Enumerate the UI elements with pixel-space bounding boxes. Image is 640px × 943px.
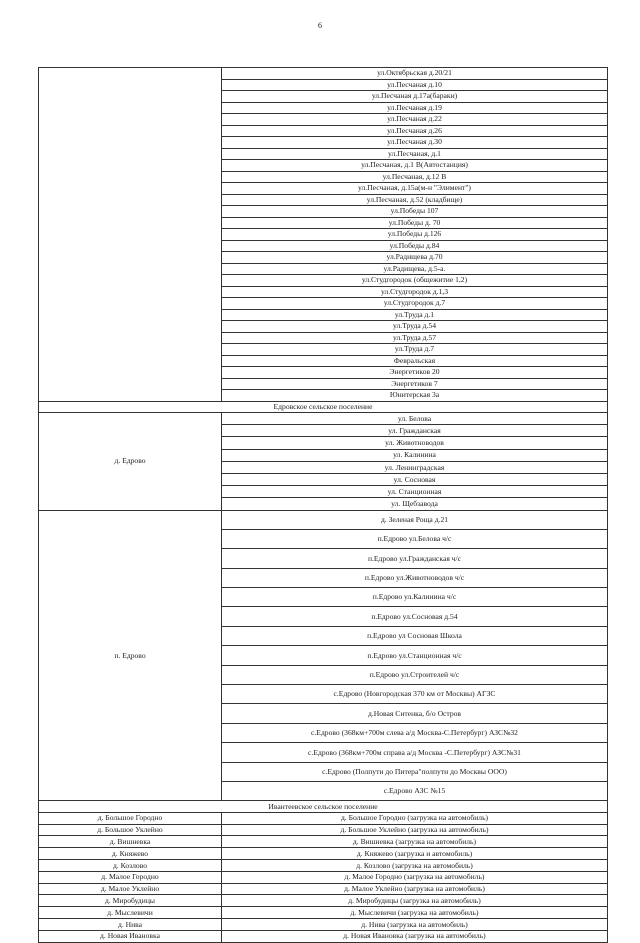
address-cell: ул. Животноводов — [222, 437, 608, 449]
address-cell: ул.Студгородок д.1,3 — [222, 286, 608, 298]
table-row — [39, 510, 608, 529]
address-cell: п.Едрово ул.Сосновая д.54 — [222, 607, 608, 626]
address-cell: ул.Радищева, д.5-а. — [222, 263, 608, 275]
address-cell: ул. Станционная — [222, 486, 608, 498]
address-cell: д. Козлово (загрузка на автомобиль) — [222, 860, 608, 872]
address-cell: д. Большое Уклейно (загрузка на автомобиль) — [222, 824, 608, 836]
address-cell: ул.Победы д. 70 — [222, 217, 608, 229]
locality-name: д. Миробудицы — [39, 895, 222, 907]
address-cell: д. Малое Уклейно (загрузка на автомобиль) — [222, 883, 608, 895]
address-cell: д. Вишневка (загрузка на автомобиль) — [222, 836, 608, 848]
address-cell: ул.Песчаная, д.12 В — [222, 171, 608, 183]
address-cell: п.Едрово ул.Строителей ч/с — [222, 665, 608, 684]
table-row — [39, 68, 608, 80]
address-cell: ул.Песчаная д.26 — [222, 125, 608, 137]
address-table — [38, 67, 608, 943]
address-cell: ул.Песчаная д.30 — [222, 137, 608, 149]
section-header-row — [39, 401, 608, 413]
address-cell: Энергетиков 7 — [222, 378, 608, 390]
address-cell: ул.Победы 107 — [222, 206, 608, 218]
address-cell: Юнитерская 3а — [222, 390, 608, 402]
address-cell: п.Едрово ул.Станционная ч/с — [222, 646, 608, 665]
address-cell: д. Новая Ивановка (загрузка на автомобиль) — [222, 930, 608, 942]
address-cell: Энергетиков 20 — [222, 367, 608, 379]
locality-name: д. Малое Уклейно — [39, 883, 222, 895]
table-row — [39, 812, 608, 824]
locality-name: д. Мыслевичи — [39, 907, 222, 919]
locality-name: д. Большое Уклейно — [39, 824, 222, 836]
table-row — [39, 848, 608, 860]
table-row — [39, 836, 608, 848]
address-cell: д. Мыслевичи (загрузка на автомобиль) — [222, 907, 608, 919]
address-cell: ул. Щебзавода — [222, 498, 608, 510]
address-cell: д.Новая Ситенка, б/о Остров — [222, 704, 608, 723]
address-cell: ул.Студгородок (общежитие 1,2) — [222, 275, 608, 287]
address-cell: ул.Труда д.57 — [222, 332, 608, 344]
address-cell: с.Едрово (Полпути до Питера"полпути до Москвы ООО) — [222, 762, 608, 781]
address-cell: ул. Белова — [222, 413, 608, 425]
address-cell: д. Нива (загрузка на автомобиль) — [222, 919, 608, 931]
address-cell: ул.Песчаная д.19 — [222, 102, 608, 114]
address-cell: ул. Калинина — [222, 449, 608, 461]
address-cell: с.Едрово (368км+700м справа а/д Москва -С.Петербург) АЗС№31 — [222, 743, 608, 762]
table-row — [39, 883, 608, 895]
locality-name: д. Большое Городно — [39, 812, 222, 824]
locality-name: д. Малое Городно — [39, 871, 222, 883]
address-cell: п.Едрово ул.Гражданская ч/с — [222, 549, 608, 568]
address-cell: ул.Песчаная д.17а(бараки) — [222, 91, 608, 103]
address-cell: ул.Труда д.54 — [222, 321, 608, 333]
locality-name: п. Едрово — [39, 510, 222, 801]
table-row — [39, 930, 608, 942]
address-cell: д. Малое Городно (загрузка на автомобиль) — [222, 871, 608, 883]
address-cell: п.Едрово ул.Калинина ч/с — [222, 588, 608, 607]
address-cell: ул. Гражданская — [222, 425, 608, 437]
address-cell: ул.Октябрьская д.20/21 — [222, 68, 608, 80]
locality-name: д. Нива — [39, 919, 222, 931]
address-cell: д. Миробудицы (загрузка на автомобиль) — [222, 895, 608, 907]
address-cell: ул. Сосновая — [222, 473, 608, 485]
address-cell: ул.Труда д.1 — [222, 309, 608, 321]
address-cell: ул. Ленинградская — [222, 461, 608, 473]
address-cell: п.Едрово ул.Белова ч/с — [222, 529, 608, 548]
address-cell: д. Княжево (загрузка и автомобиль) — [222, 848, 608, 860]
address-cell: с.Едрово (Новгородская 370 км от Москвы) АГЗС — [222, 685, 608, 704]
locality-name: д. Новая Ивановка — [39, 930, 222, 942]
empty-cell — [39, 68, 222, 402]
address-cell: с.Едрово (368км+700м слева а/д Москва-С.Петербург) АЗС№32 — [222, 723, 608, 742]
table-row — [39, 413, 608, 425]
address-cell: ул.Радищева д.70 — [222, 252, 608, 264]
address-cell: ул.Победы д.84 — [222, 240, 608, 252]
table-row — [39, 907, 608, 919]
address-cell: п.Едрово ул.Животноводов ч/с — [222, 568, 608, 587]
address-cell: с.Едрово АЗС №15 — [222, 781, 608, 800]
locality-name: д. Княжево — [39, 848, 222, 860]
address-cell: ул.Труда д.7 — [222, 344, 608, 356]
address-cell: ул.Песчаная, д.15а(м-н "Элимент") — [222, 183, 608, 195]
section-title: Ивантеевское сельское поселение — [39, 801, 608, 813]
address-cell: д. Большое Городно (загрузка на автомобиль) — [222, 812, 608, 824]
address-cell: ул.Песчаная д.10 — [222, 79, 608, 91]
address-cell: Февральская — [222, 355, 608, 367]
page-number: 6 — [318, 21, 322, 30]
address-cell: ул.Песчаная, д.1 — [222, 148, 608, 160]
address-cell: п.Едрово ул Сосновая Школа — [222, 626, 608, 645]
address-cell: ул.Песчаная д.22 — [222, 114, 608, 126]
table-row — [39, 824, 608, 836]
table-row — [39, 860, 608, 872]
address-cell: ул.Песчаная, д.1 В(Автостанция) — [222, 160, 608, 172]
locality-name: д. Козлово — [39, 860, 222, 872]
locality-name: д. Вишневка — [39, 836, 222, 848]
address-cell: ул.Победы д.126 — [222, 229, 608, 241]
section-header-row — [39, 801, 608, 813]
table-row — [39, 871, 608, 883]
table-row — [39, 919, 608, 931]
address-cell: д. Зеленая Роща д.21 — [222, 510, 608, 529]
address-cell: ул.Песчаная, д.52 (кладбище) — [222, 194, 608, 206]
address-cell: ул.Студгородок д.7 — [222, 298, 608, 310]
locality-name: д. Едрово — [39, 413, 222, 511]
section-title: Едровское сельское поселение — [39, 401, 608, 413]
